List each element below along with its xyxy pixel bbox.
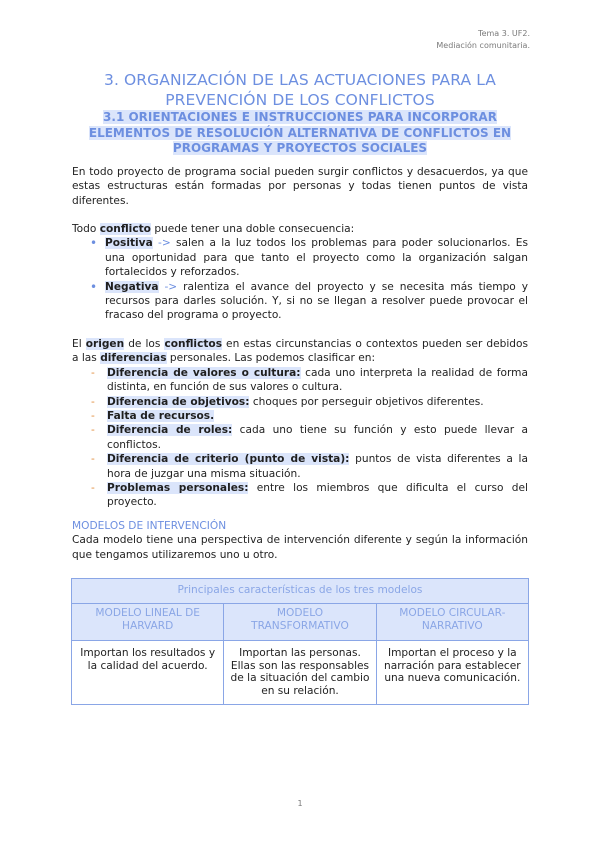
difference-label: Diferencia de valores o cultura:	[107, 366, 301, 379]
positive-label: Positiva	[105, 237, 153, 250]
difference-text: cada uno interpreta la realidad de forma distinta, en función de sus valores o cultura.	[107, 366, 528, 394]
header-course: Tema 3. UF2.	[478, 29, 530, 38]
table-cell-harvard: Importan los resultados y la calidad del acuerdo.	[72, 641, 224, 705]
positive-text: salen a la luz todos los problemas para poder solucionarlos. Es una oportunidad para que tanto el proyecto como la organización salgan fortalecidos y reforzados.	[105, 237, 529, 279]
table-header-harvard: MODELO LINEAL DE HARVARD	[72, 604, 224, 641]
consequence-intro	[72, 222, 528, 236]
difference-label: Problemas personales:	[107, 482, 249, 495]
list-item	[72, 395, 528, 409]
keyword-conflictos: conflictos	[164, 338, 222, 350]
table-cell-circular: Importan el proceso y la narración para establecer una nueva comunicación.	[376, 641, 528, 705]
consequence-post: puede tener una doble consecuencia:	[150, 223, 355, 235]
negative-label: Negativa	[105, 280, 159, 293]
difference-text: entre los miembros que dificulta el curso del proyecto.	[107, 482, 528, 509]
consequence-block	[72, 222, 528, 323]
list-item	[72, 481, 528, 510]
keyword-conflicto: conflicto	[99, 223, 151, 235]
keyword-diferencias: diferencias	[100, 352, 167, 365]
table-row	[72, 641, 529, 705]
consequence-pre: Todo	[72, 223, 100, 235]
list-item	[72, 452, 528, 481]
intro-paragraph	[72, 165, 528, 208]
models-table	[71, 578, 529, 705]
negative-text: ralentiza el avance del proyecto y se necesita más tiempo y recursos para darles solución. Y, si no se llegan a resolver puede provocar el fracaso del programa o proyecto.	[105, 280, 529, 322]
origin-text-4: personales. Las podemos clasificar en:	[166, 352, 376, 365]
difference-label: Diferencia de criterio (punto de vista):	[107, 453, 350, 466]
origin-block	[72, 337, 528, 510]
table-caption: Principales características de los tres modelos	[72, 579, 529, 604]
header-subject: Mediación comunitaria.	[436, 41, 530, 50]
page-number: 1	[297, 799, 303, 808]
models-text: Cada modelo tiene una perspectiva de intervención diferente y según la información que tengamos utilizaremos uno u otro.	[72, 534, 528, 561]
difference-text: puntos de vista diferentes a la hora de juzgar una misma situación.	[107, 453, 528, 480]
models-heading: MODELOS DE INTERVENCIÓN	[72, 520, 227, 532]
models-block	[72, 519, 528, 562]
origin-intro	[72, 337, 528, 366]
difference-text: choques por perseguir objetivos diferentes.	[249, 395, 484, 408]
table-header-circular: MODELO CIRCULAR-NARRATIVO	[376, 604, 528, 641]
list-item	[72, 280, 528, 323]
subsection-title-text: 3.1 ORIENTACIONES E INSTRUCCIONES PARA INCORPORAR ELEMENTOS DE RESOLUCIÓN ALTERNATIVA DE CONFLICTOS EN PROGRAMAS Y PROYECTOS SOCIALES	[88, 110, 512, 155]
difference-text: cada uno tiene su función y esto puede llevar a conflictos.	[107, 424, 528, 451]
list-item	[72, 423, 528, 452]
keyword-origen: origen	[85, 338, 125, 350]
differences-list	[72, 366, 528, 510]
origin-text-1: El	[72, 338, 86, 350]
table-cell-transformativo: Importan las personas. Ellas son las responsables de la situación del cambio en su relación.	[224, 641, 376, 705]
list-item	[72, 236, 528, 279]
intro-text: En todo proyecto de programa social pueden surgir conflictos y desacuerdos, ya que estas estructuras están formadas por personas y todas tienen puntos de vista diferentes.	[72, 166, 528, 207]
page-header	[436, 28, 530, 52]
list-item	[72, 366, 528, 395]
difference-label: Diferencia de roles:	[107, 424, 233, 437]
difference-label: Diferencia de objetivos:	[107, 395, 250, 408]
origin-text-3: en estas circunstancias o contextos pueden ser debidos a las	[72, 338, 528, 365]
subsection-title	[72, 110, 528, 157]
arrow-icon: ->	[152, 237, 176, 250]
list-item	[72, 409, 528, 423]
difference-label: Falta de recursos.	[107, 410, 215, 423]
arrow-icon: ->	[158, 280, 184, 293]
section-title: 3. ORGANIZACIÓN DE LAS ACTUACIONES PARA LA PREVENCIÓN DE LOS CONFLICTOS	[103, 71, 497, 109]
table-header-transformativo: MODELO TRANSFORMATIVO	[224, 604, 376, 641]
origin-text-2: de los	[124, 338, 165, 350]
consequence-list	[72, 236, 528, 322]
